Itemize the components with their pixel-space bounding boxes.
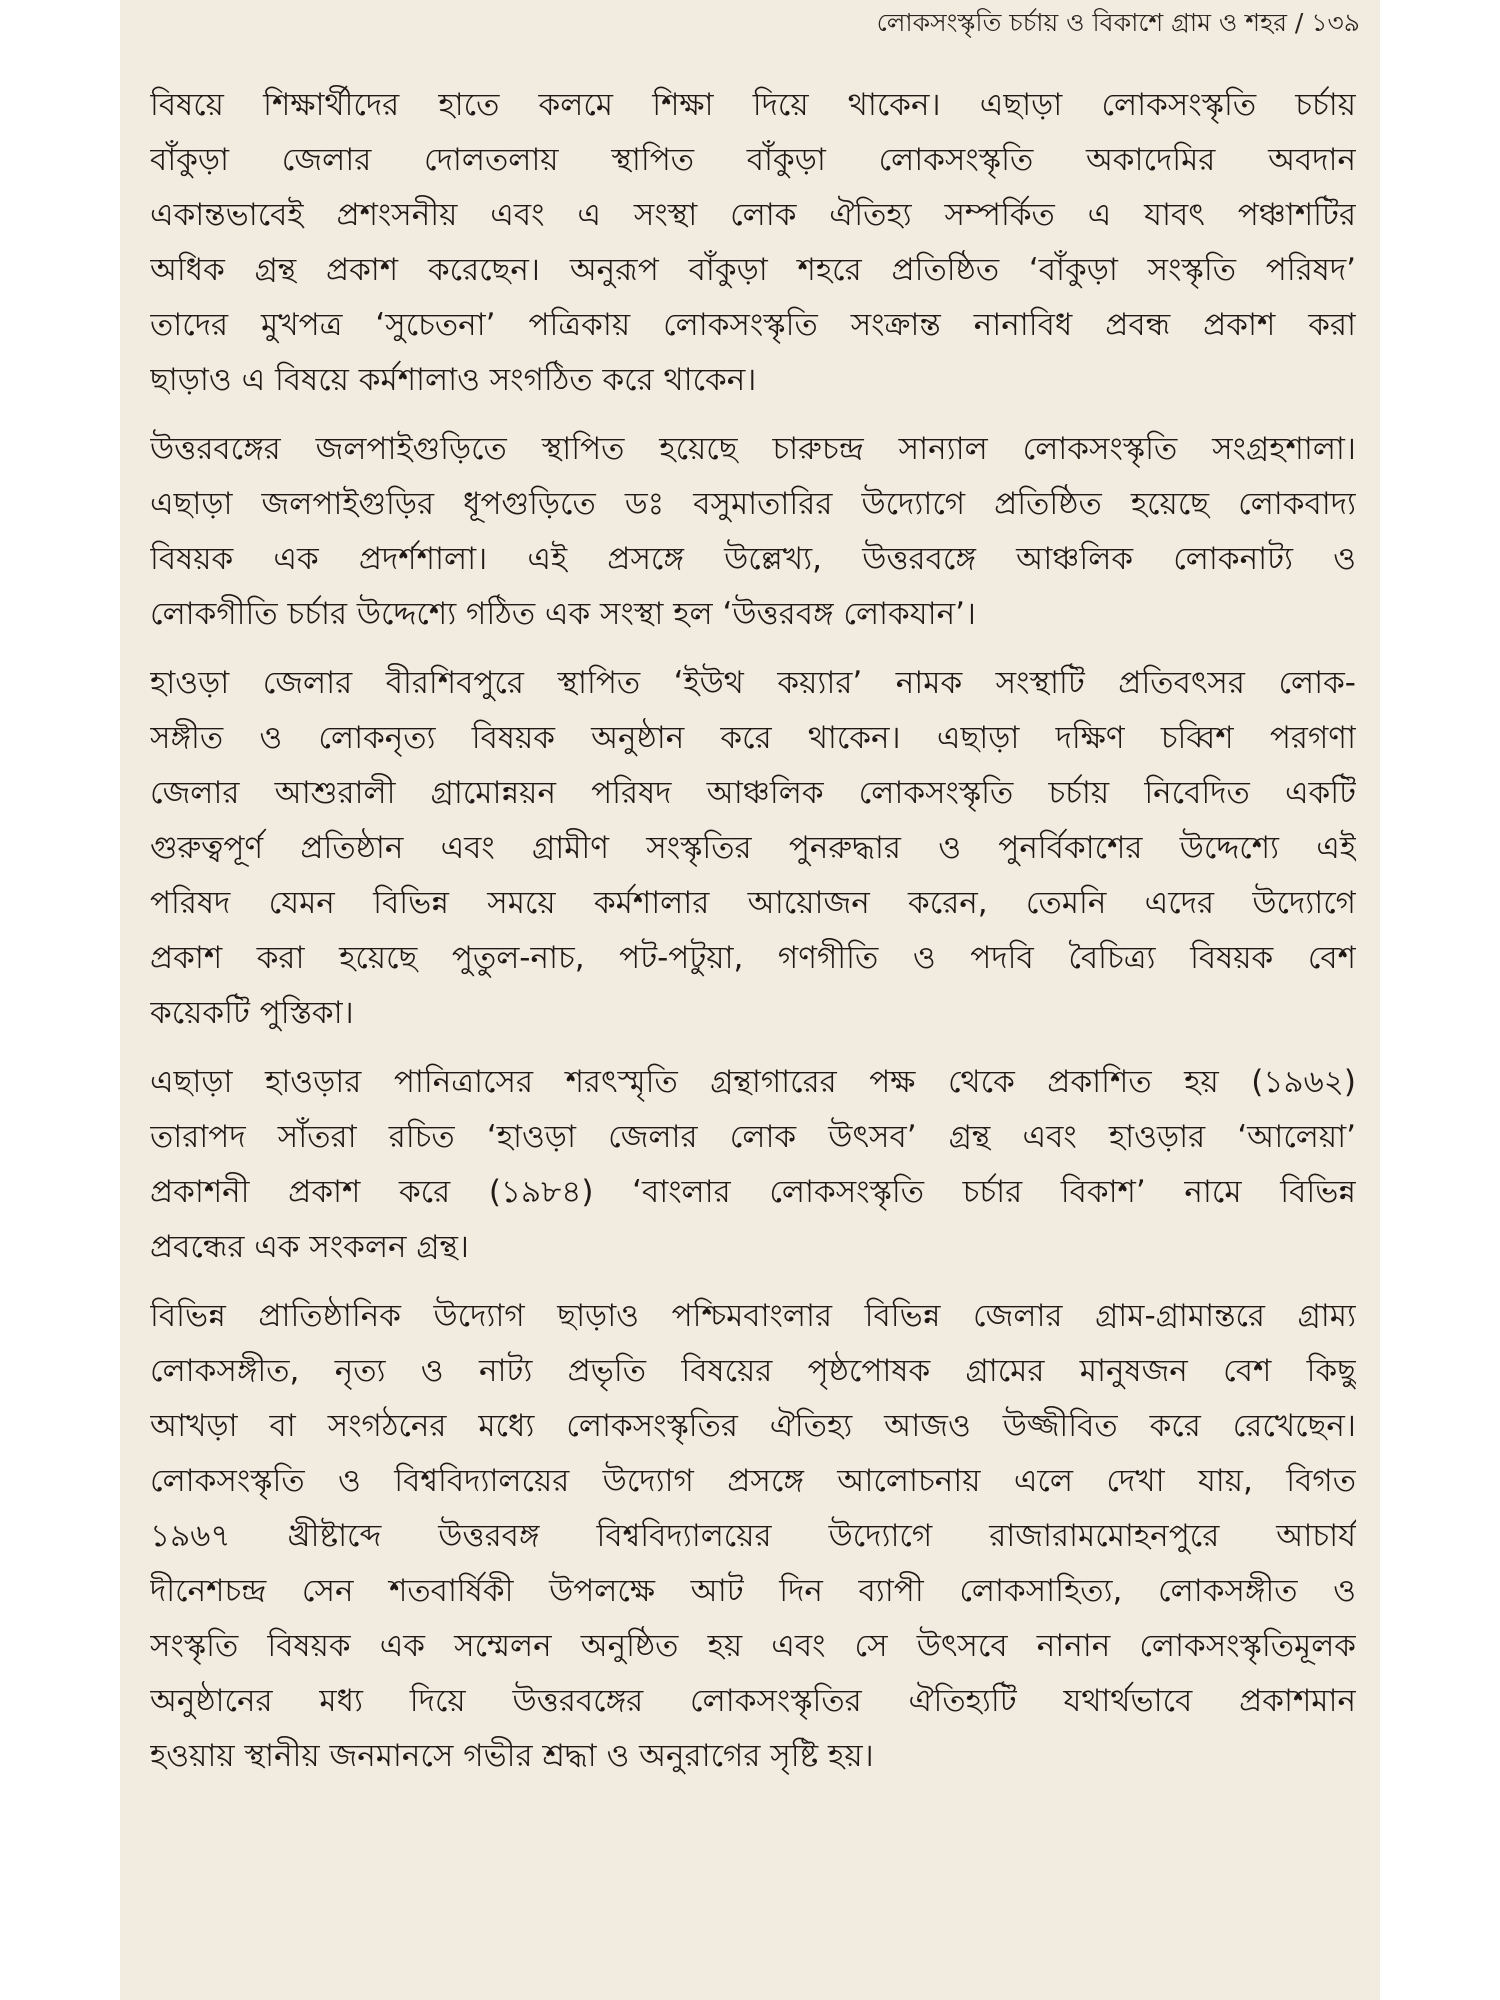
paragraph [150,78,1356,408]
page-number: ১৩৯ [1311,8,1360,37]
text-line: প্রবন্ধের এক সংকলন গ্রন্থ। [150,1229,470,1265]
book-page [120,0,1380,2000]
text-line: তাদের মুখপত্র ‘সুচেতনা’ পত্রিকায় লোকসংস্কৃতি সংক্রান্ত নানাবিধ প্রবন্ধ প্রকাশ করা [150,307,1356,343]
text-line: লোকগীতি চর্চার উদ্দেশ্যে গঠিত এক সংস্থা হল ‘উত্তরবঙ্গ লোকযান’। [150,596,977,632]
paragraph [150,656,1356,1041]
paragraph [150,1055,1356,1275]
text-line: একান্তভাবেই প্রশংসনীয় এবং এ সংস্থা লোক ঐতিহ্য সম্পর্কিত এ যাবৎ পঞ্চাশটির [150,197,1356,233]
text-line: বিষয়ে শিক্ষার্থীদের হাতে কলমে শিক্ষা দিয়ে থাকেন। এছাড়া লোকসংস্কৃতি চর্চায় [150,87,1356,123]
running-header [120,6,1360,40]
text-line: গুরুত্বপূর্ণ প্রতিষ্ঠান এবং গ্রামীণ সংস্কৃতির পুনরুদ্ধার ও পুনর্বিকাশের উদ্দেশ্যে এই [150,830,1356,866]
text-line: বাঁকুড়া জেলার দোলতলায় স্থাপিত বাঁকুড়া লোকসংস্কৃতি অকাদেমির অবদান [150,142,1356,178]
text-line: দীনেশচন্দ্র সেন শতবার্ষিকী উপলক্ষে আট দিন ব্যাপী লোকসাহিত্য, লোকসঙ্গীত ও [150,1573,1356,1609]
text-line: বিভিন্ন প্রাতিষ্ঠানিক উদ্যোগ ছাড়াও পশ্চিমবাংলার বিভিন্ন জেলার গ্রাম-গ্রামান্তরে গ্রাম্য [150,1298,1356,1334]
text-line: ছাড়াও এ বিষয়ে কর্মশালাও সংগঠিত করে থাকেন। [150,362,757,398]
body-text [150,78,1356,1798]
paragraph [150,422,1356,642]
text-line: ১৯৬৭ খ্রীষ্টাব্দে উত্তরবঙ্গ বিশ্ববিদ্যালয়ের উদ্যোগে রাজারামমোহনপুরে আচার্য [150,1518,1356,1554]
header-separator: / [1294,8,1304,37]
text-line: আখড়া বা সংগঠনের মধ্যে লোকসংস্কৃতির ঐতিহ্য আজও উজ্জীবিত করে রেখেছেন। [150,1408,1356,1444]
text-line: লোকসঙ্গীত, নৃত্য ও নাট্য প্রভৃতি বিষয়ের পৃষ্ঠপোষক গ্রামের মানুষজন বেশ কিছু [150,1353,1356,1389]
text-line: হওয়ায় স্থানীয় জনমানসে গভীর শ্রদ্ধা ও অনুরাগের সৃষ্টি হয়। [150,1738,874,1774]
text-line: কয়েকটি পুস্তিকা। [150,995,354,1031]
text-line: তারাপদ সাঁতরা রচিত ‘হাওড়া জেলার লোক উৎসব’ গ্রন্থ এবং হাওড়ার ‘আলেয়া’ [150,1119,1356,1155]
text-line: অনুষ্ঠানের মধ্য দিয়ে উত্তরবঙ্গের লোকসংস্কৃতির ঐতিহ্যটি যথার্থভাবে প্রকাশমান [150,1683,1356,1719]
text-line: অধিক গ্রন্থ প্রকাশ করেছেন। অনুরূপ বাঁকুড়া শহরে প্রতিষ্ঠিত ‘বাঁকুড়া সংস্কৃতি পরিষদ’ [150,252,1356,288]
text-line: হাওড়া জেলার বীরশিবপুরে স্থাপিত ‘ইউথ কয়্যার’ নামক সংস্থাটি প্রতিবৎসর লোক- [150,665,1356,701]
running-title: লোকসংস্কৃতি চর্চায় ও বিকাশে গ্রাম ও শহর [876,8,1287,37]
text-line: এছাড়া জলপাইগুড়ির ধূপগুড়িতে ডঃ বসুমাতারির উদ্যোগে প্রতিষ্ঠিত হয়েছে লোকবাদ্য [150,486,1356,522]
text-line: লোকসংস্কৃতি ও বিশ্ববিদ্যালয়ের উদ্যোগ প্রসঙ্গে আলোচনায় এলে দেখা যায়, বিগত [150,1463,1356,1499]
paragraph [150,1289,1356,1784]
text-line: সংস্কৃতি বিষয়ক এক সম্মেলন অনুষ্ঠিত হয় এবং সে উৎসবে নানান লোকসংস্কৃতিমূলক [150,1628,1356,1664]
text-line: এছাড়া হাওড়ার পানিত্রাসের শরৎস্মৃতি গ্রন্থাগারের পক্ষ থেকে প্রকাশিত হয় (১৯৬২) [150,1064,1356,1100]
text-line: উত্তরবঙ্গের জলপাইগুড়িতে স্থাপিত হয়েছে চারুচন্দ্র সান্যাল লোকসংস্কৃতি সংগ্রহশালা। [150,431,1356,467]
text-line: প্রকাশ করা হয়েছে পুতুল-নাচ, পট-পটুয়া, গণগীতি ও পদবি বৈচিত্র্য বিষয়ক বেশ [150,940,1356,976]
text-line: পরিষদ যেমন বিভিন্ন সময়ে কর্মশালার আয়োজন করেন, তেমনি এদের উদ্যোগে [150,885,1356,921]
text-line: সঙ্গীত ও লোকনৃত্য বিষয়ক অনুষ্ঠান করে থাকেন। এছাড়া দক্ষিণ চব্বিশ পরগণা [150,720,1356,756]
text-line: বিষয়ক এক প্রদর্শশালা। এই প্রসঙ্গে উল্লেখ্য, উত্তরবঙ্গে আঞ্চলিক লোকনাট্য ও [150,541,1356,577]
text-line: প্রকাশনী প্রকাশ করে (১৯৮৪) ‘বাংলার লোকসংস্কৃতি চর্চার বিকাশ’ নামে বিভিন্ন [150,1174,1356,1210]
text-line: জেলার আশুরালী গ্রামোন্নয়ন পরিষদ আঞ্চলিক লোকসংস্কৃতি চর্চায় নিবেদিত একটি [150,775,1356,811]
